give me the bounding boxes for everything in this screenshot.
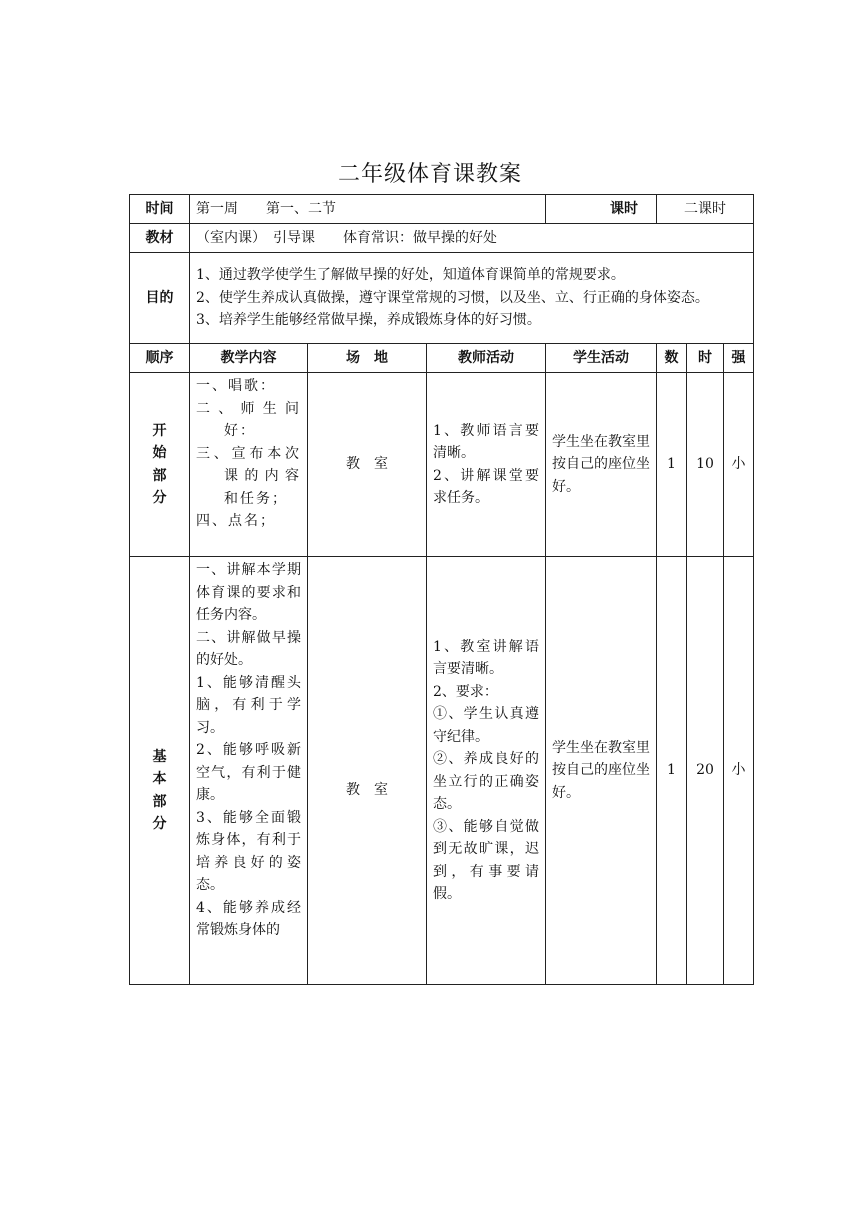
goal-item: 3、培养学生能够经常做早操，养成锻炼身体的好习惯。 bbox=[196, 312, 541, 329]
col-time: 时 bbox=[687, 344, 724, 373]
page-title: 二年级体育课教案 bbox=[337, 162, 522, 187]
col-count: 数 bbox=[657, 344, 687, 373]
time-value: 第一周 第一、二节 bbox=[190, 195, 546, 224]
time-label: 时间 bbox=[130, 195, 190, 224]
col-student: 学生活动 bbox=[546, 344, 657, 373]
section-venue: 教 室 bbox=[308, 557, 427, 985]
column-header-row bbox=[130, 344, 754, 373]
section-teacher: 1、教师语言要清晰。 2、讲解课堂要求任务。 bbox=[427, 373, 546, 557]
material-row bbox=[130, 224, 754, 253]
section-count: 1 bbox=[657, 557, 687, 985]
section-student: 学生坐在教室里按自己的座位坐好。 bbox=[546, 557, 657, 985]
section-time: 20 bbox=[687, 557, 724, 985]
section-count: 1 bbox=[657, 373, 687, 557]
section-student: 学生坐在教室里按自己的座位坐好。 bbox=[546, 373, 657, 557]
section-teacher: 1、教室讲解语言要清晰。 2、要求： ①、学生认真遵守纪律。 ②、养成良好的坐立行的正确姿态。 ③、能够自觉做到无故旷课，迟到，有事要请假。 bbox=[427, 557, 546, 985]
section-name: 基 本 部 分 bbox=[130, 557, 190, 985]
col-order: 顺序 bbox=[130, 344, 190, 373]
col-content: 教学内容 bbox=[190, 344, 308, 373]
goal-label: 目的 bbox=[130, 253, 190, 344]
lesson-plan-table bbox=[129, 194, 754, 985]
goal-list bbox=[190, 253, 754, 344]
material-value: （室内课） 引导课 体育常识：做早操的好处 bbox=[190, 224, 754, 253]
section-content: 一、唱歌： 二、师生问好： 三、宣布本次课的内容和任务； 四、点名； bbox=[190, 373, 308, 557]
section-row-basic bbox=[130, 557, 754, 985]
hours-value: 二课时 bbox=[657, 195, 754, 224]
time-row bbox=[130, 195, 754, 224]
hours-label: 课时 bbox=[546, 195, 657, 224]
col-intensity: 强 bbox=[724, 344, 754, 373]
goal-row bbox=[130, 253, 754, 344]
section-content: 一、讲解本学期体育课的要求和任务内容。 二、讲解做早操的好处。 1、能够清醒头脑，有利于学习。 2、能够呼吸新空气，有利于健康。 3、能够全面锻炼身体，有利于培养良好的姿态。 4、能够养成经常锻炼身体的 bbox=[190, 557, 308, 985]
section-name: 开 始 部 分 bbox=[130, 373, 190, 557]
material-label: 教材 bbox=[130, 224, 190, 253]
col-venue: 场 地 bbox=[308, 344, 427, 373]
section-intensity: 小 bbox=[724, 373, 754, 557]
goal-item: 2、使学生养成认真做操，遵守课堂常规的习惯，以及坐、立、行正确的身体姿态。 bbox=[196, 289, 709, 306]
section-row-start bbox=[130, 373, 754, 557]
goal-item: 1、通过教学使学生了解做早操的好处，知道体育课简单的常规要求。 bbox=[196, 267, 625, 284]
section-venue: 教 室 bbox=[308, 373, 427, 557]
section-time: 10 bbox=[687, 373, 724, 557]
section-intensity: 小 bbox=[724, 557, 754, 985]
col-teacher: 教师活动 bbox=[427, 344, 546, 373]
